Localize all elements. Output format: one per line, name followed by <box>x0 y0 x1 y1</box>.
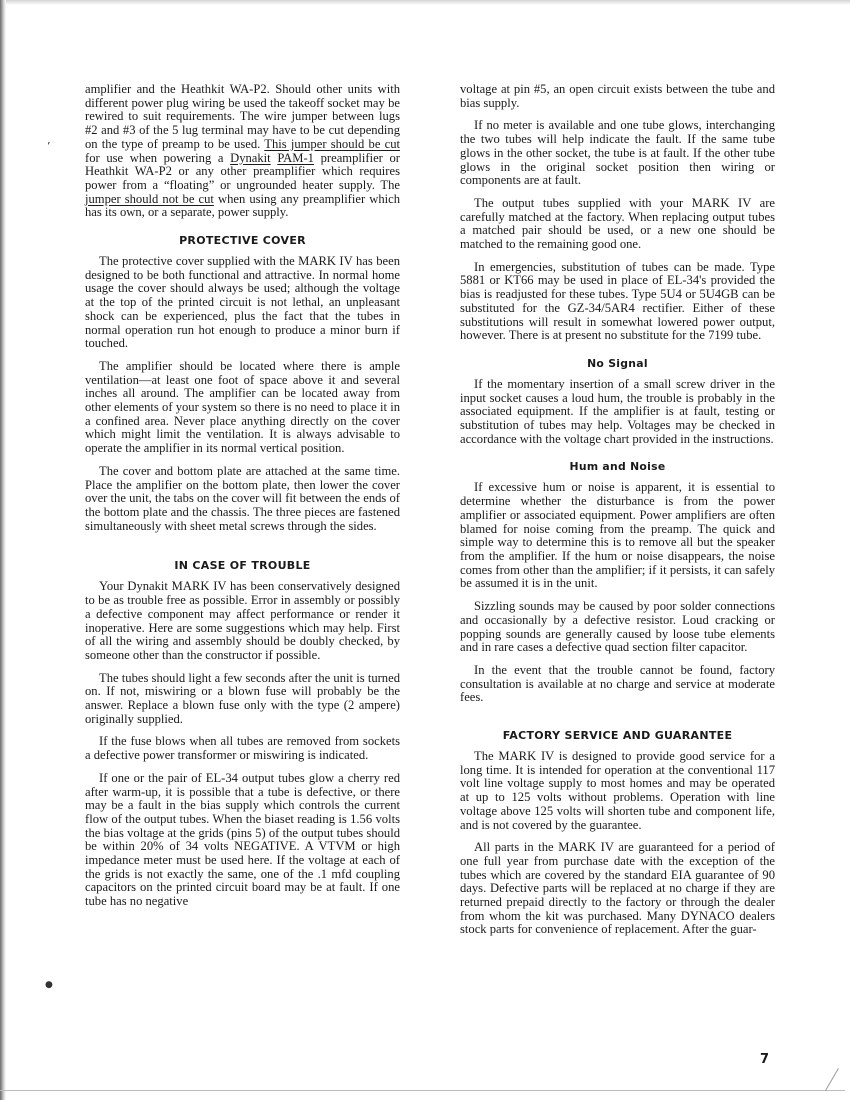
paragraph: If no meter is available and one tube glows, interchanging the two tubes will help indicate the fault. If the same tube glows in the other socket, the tube is at fault. If the other tube glows in the original socket position then wiring or components are at fault. <box>460 118 775 188</box>
page-number: 7 <box>760 1052 770 1067</box>
paragraph: The MARK IV is designed to provide good service for a long time. It is intended for operation at the conventional 117 volt line voltage supply to most homes and may be operated at up to 125 volts without problems. Operation with line voltage above 125 volts will shorten tube and component life, and is not covered by the guarantee. <box>460 749 775 832</box>
paragraph: Sizzling sounds may be caused by poor solder connections and occasionally by a defective resistor. Loud cracking or popping sounds are generally caused by loose tube elements and in rare cases a defective quad section filter capacitor. <box>460 599 775 655</box>
paragraph: The tubes should light a few seconds after the unit is turned on. If not, miswiring or a blown fuse will probably be the answer. Replace a blown fuse only with the type (2 ampere) originally supplied. <box>85 670 400 726</box>
scan-edge-top <box>0 0 850 5</box>
continued-paragraph: voltage at pin #5, an open circuit exists between the tube and bias supply. <box>460 82 775 110</box>
intro-paragraph: amplifier and the Heathkit WA-P2. Should other units with different power plug wiring be used the takeoff socket may be rewired to suit requirements. The wire jumper between lugs #2 and #3 of the 5 lug terminal may have to be cut depending on the type of preamp to be used. This jumper should be cut for use when powering a Dynakit PAM-1 preamplifier or Heathkit WA-P2 or any other preamplifier which requires power from a “floating” or ungrounded heater supply. The jumper should not be cut when using any preamplifier which has its own, or a separate, power supply. <box>85 82 401 220</box>
paragraph: If the momentary insertion of a small screw driver in the input socket causes a loud hum, the trouble is probably in the associated equipment. If the amplifier is at fault, testing or substitution of tubes may help. Voltages may be checked in accordance with the voltage chart provided in the instructions. <box>460 376 775 446</box>
section-heading-factory-service: FACTORY SERVICE AND GUARANTEE <box>502 729 733 743</box>
paragraph: The amplifier should be located where there is ample ventilation—at least one foot of space above it and several inches all around. The amplifier can be located away from other elements of your system so there is no need to place it in a confined area. Never place anything directly on the cover which might limit the ventilation. It is always advisable to operate the amplifier in its normal vertical position. <box>85 358 400 456</box>
underlined-phrase: PAM-1 <box>277 150 314 165</box>
left-column <box>85 83 400 918</box>
paragraph: Your Dynakit MARK IV has been conservatively designed to be as trouble free as possible. Error in assembly or possibly a defective component may affect performance or render it inoperative. Here are some suggestions which may help. First of all the wiring and assembly should be doubly checked, by someone other than the constructor if possible. <box>85 579 400 662</box>
scan-edge-left <box>0 0 6 1100</box>
scan-edge-bottom <box>0 1090 845 1091</box>
paragraph: If the fuse blows when all tubes are removed from sockets a defective power transformer or miswiring is indicated. <box>85 734 400 763</box>
paragraph: All parts in the MARK IV are guaranteed for a period of one full year from purchase date with the exception of the tubes which are covered by the standard EIA guarantee of 90 days. Defective parts will be replaced at no charge if they are returned prepaid directly to the factory or through the dealer from whom the kit was purchased. Many DYNACO dealers stock parts for convenience of replacement. After the guar- <box>460 840 775 937</box>
section-heading-hum-and-noise: Hum and Noise <box>569 460 666 474</box>
section-heading-no-signal: No Signal <box>587 356 648 370</box>
stray-mark: ’ <box>47 140 51 153</box>
paragraph: If one or the pair of EL-34 output tubes glow a cherry red after warm-up, it is possible that a tube is defective, or there may be a fault in the bias supply which controls the current flow of the output tubes. When the biaset reading is 1.56 volts the bias voltage at the grids (pins 5) of the output tubes should be within 20% of 34 volts NEGATIVE. A VTVM or high impedance meter must be used here. If the voltage at each of the grids is not exactly the same, one of the .1 mfd coupling capacitors on the printed circuit board may be at fault. If one tube has no negative <box>85 770 400 909</box>
stray-dot: ● <box>45 980 53 990</box>
underlined-phrase: jumper should not be cut <box>85 191 214 206</box>
paragraph: The protective cover supplied with the MARK IV has been designed to be both functional and attractive. In normal home usage the cover should always be used; although the voltage at the top of the printed circuit is not lethal, an unpleasant shock can be experienced, plus the fact that the tubes in normal operation run hot enough to produce a minor burn if touched. <box>85 254 400 351</box>
paragraph: If excessive hum or noise is apparent, it is essential to determine whether the disturbance is from the power amplifier or associated equipment. Power amplifiers are often blamed for noise coming from the preamp. The quick and simple way to determine this is to remove all but the speaker from the amplifier. If the hum or noise disappears, the noise comes from other than the amplifier; if it persists, it can safely be assumed it is in the unit. <box>460 480 775 591</box>
paragraph: The cover and bottom plate are attached at the same time. Place the amplifier on the bottom plate, then lower the cover over the unit, the tabs on the cover will fit between the ends of the bottom plate and the chassis. The three pieces are fastened simultaneously with sheet metal screws through the sides. <box>85 463 400 533</box>
paragraph: In the event that the trouble cannot be found, factory consultation is available at no charge and service at moderate fees. <box>460 662 775 705</box>
paragraph: In emergencies, substitution of tubes can be made. Type 5881 or KT66 may be used in place of EL-34's provided the bias is readjusted for these tubes. Type 5U4 or 5U4GB can be substituted for the GZ-34/5AR4 rectifier. Either of these substitutions will result in somewhat lowered power output, however. There is at present no substitute for the 7199 tube. <box>460 259 775 343</box>
section-heading-protective-cover: PROTECTIVE COVER <box>179 234 306 248</box>
section-heading-in-case-of-trouble: IN CASE OF TROUBLE <box>174 559 311 573</box>
paragraph: The output tubes supplied with your MARK IV are carefully matched at the factory. When replacing output tubes a matched pair should be used, or a new one should be matched to the remaining good one. <box>460 195 775 252</box>
underlined-phrase: This jumper should be cut <box>264 136 400 151</box>
right-column <box>460 83 775 946</box>
underlined-phrase: Dynakit <box>230 150 271 165</box>
scan-edge-corner <box>825 1068 839 1091</box>
